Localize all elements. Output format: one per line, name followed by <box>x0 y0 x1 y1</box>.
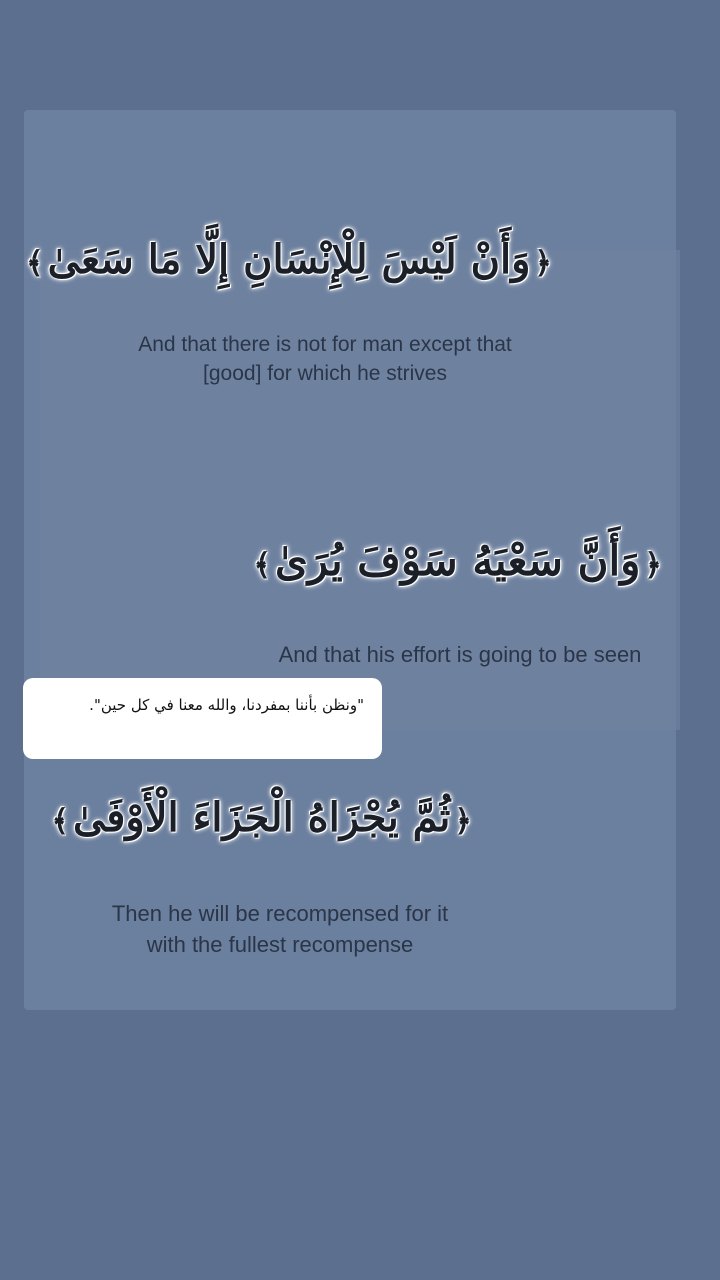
verse-1-arabic <box>26 236 556 283</box>
verse-3-arabic-text: ثُمَّ يُجْزَاهُ الْجَزَاءَ الْأَوْفَىٰ <box>72 794 451 841</box>
verse-2-translation <box>238 640 682 669</box>
verse-3-translation-line-2: with the fullest recompense <box>146 932 414 957</box>
verse-3-translation-line-1: Then he will be recompensed for it <box>111 901 449 926</box>
ornament-left-icon: ﴾ <box>51 804 69 839</box>
ornament-left-icon: ﴾ <box>26 246 44 281</box>
verse-2-arabic <box>254 536 666 585</box>
ornament-right-icon: ﴿ <box>644 548 662 583</box>
verse-1-translation-line-1: And that there is not for man except that <box>138 333 512 356</box>
verse-2-translation-line-1: And that his effort is going to be seen <box>278 642 642 667</box>
verse-3-translation <box>60 898 500 960</box>
verse-1-arabic-text: وَأَنْ لَيْسَ لِلْإِنْسَانِ إِلَّا مَا سَعَىٰ <box>47 236 531 283</box>
text-sticker[interactable] <box>23 678 382 759</box>
verse-1-translation <box>100 330 550 388</box>
ornament-right-icon: ﴿ <box>454 804 472 839</box>
verse-1-translation-line-2: [good] for which he strives <box>203 362 447 385</box>
text-sticker-label: "ونظن بأننا بمفردنا، والله معنا في كل حين". <box>89 696 364 714</box>
ornament-left-icon: ﴾ <box>253 548 271 583</box>
verse-3-arabic <box>51 794 476 841</box>
ornament-right-icon: ﴿ <box>534 246 552 281</box>
verse-2-arabic-text: وَأَنَّ سَعْيَهُ سَوْفَ يُرَىٰ <box>274 536 641 585</box>
